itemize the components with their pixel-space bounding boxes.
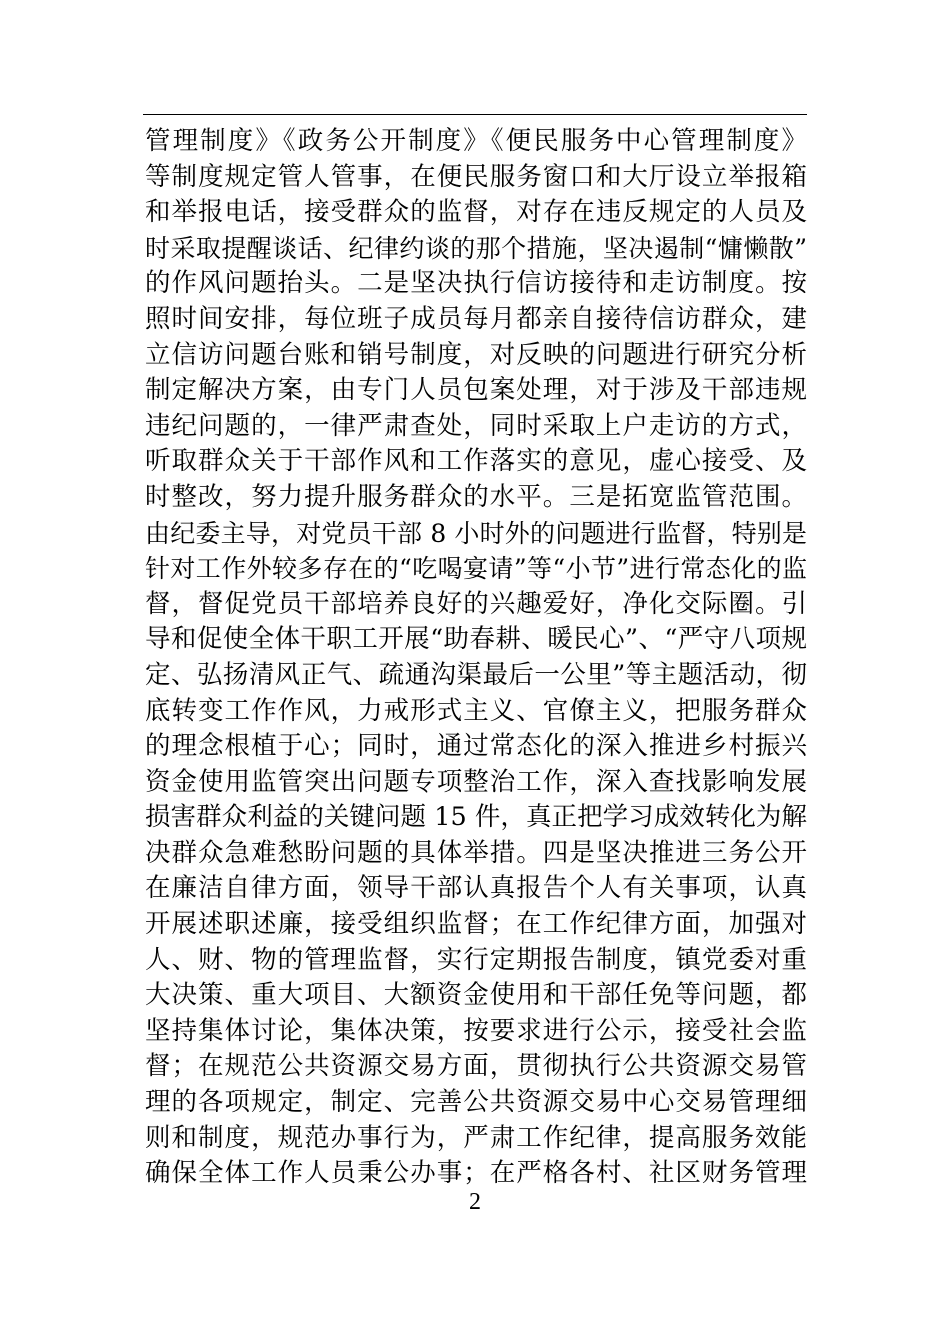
page-number: 2 xyxy=(469,1189,481,1215)
text-line: 和举报电话，接受群众的监督，对存在违反规定的人员及 xyxy=(145,197,807,228)
text-line: 理的各项规定，制定、完善公共资源交易中心交易管理细 xyxy=(145,1087,807,1118)
text-line: 大决策、重大项目、大额资金使用和干部任免等问题，都 xyxy=(145,980,807,1011)
header-rule xyxy=(143,114,807,115)
text-line: 导和促使全体干职工开展“助春耕、暖民心”、“严守八项规 xyxy=(145,624,807,655)
text-line: 开展述职述廉，接受组织监督；在工作纪律方面，加强对 xyxy=(145,909,807,940)
text-line: 的理念根植于心；同时，通过常态化的深入推进乡村振兴 xyxy=(145,731,807,762)
text-line: 制定解决方案，由专门人员包案处理，对于涉及干部违规 xyxy=(145,375,807,406)
text-line: 等制度规定管人管事，在便民服务窗口和大厅设立举报箱 xyxy=(145,161,807,192)
text-line: 坚持集体讨论，集体决策，按要求进行公示，接受社会监 xyxy=(145,1015,807,1046)
body-text xyxy=(145,124,807,1192)
text-line: 照时间安排，每位班子成员每月都亲自接待信访群众，建 xyxy=(145,303,807,334)
text-line: 底转变工作作风，力戒形式主义、官僚主义，把服务群众 xyxy=(145,695,807,726)
text-line: 立信访问题台账和销号制度，对反映的问题进行研究分析 xyxy=(145,339,807,370)
text-line: 督；在规范公共资源交易方面，贯彻执行公共资源交易管 xyxy=(145,1051,807,1082)
text-line: 的作风问题抬头。二是坚决执行信访接待和走访制度。按 xyxy=(145,268,807,299)
text-line: 确保全体工作人员秉公办事；在严格各村、社区财务管理 xyxy=(145,1158,807,1189)
text-line: 时整改，努力提升服务群众的水平。三是拓宽监管范围。 xyxy=(145,481,807,512)
text-line: 时采取提醒谈话、纪律约谈的那个措施，坚决遏制“慵懒散” xyxy=(145,233,807,263)
text-line: 在廉洁自律方面，领导干部认真报告个人有关事项，认真 xyxy=(145,873,807,904)
text-line: 资金使用监管突出问题专项整治工作，深入查找影响发展 xyxy=(145,766,807,797)
text-line: 听取群众关于干部作风和工作落实的意见，虚心接受、及 xyxy=(145,446,807,477)
text-line: 督，督促党员干部培养良好的兴趣爱好，净化交际圈。引 xyxy=(145,588,807,619)
text-line: 损害群众利益的关键问题 15 件，真正把学习成效转化为解 xyxy=(145,802,807,833)
text-line: 违纪问题的，一律严肃查处，同时采取上户走访的方式， xyxy=(145,410,807,441)
text-line: 管理制度》《政务公开制度》《便民服务中心管理制度》 xyxy=(145,126,807,156)
text-line: 由纪委主导，对党员干部 8 小时外的问题进行监督，特别是 xyxy=(145,518,807,548)
text-line: 人、财、物的管理监督，实行定期报告制度，镇党委对重 xyxy=(145,944,807,975)
text-line: 针对工作外较多存在的“吃喝宴请”等“小节”进行常态化的监 xyxy=(145,554,807,584)
text-line: 则和制度，规范办事行为，严肃工作纪律，提高服务效能 xyxy=(145,1122,807,1153)
text-line: 定、弘扬清风正气、疏通沟渠最后一公里”等主题活动，彻 xyxy=(145,659,807,690)
text-line: 决群众急难愁盼问题的具体举措。四是坚决推进三务公开 xyxy=(145,837,807,868)
